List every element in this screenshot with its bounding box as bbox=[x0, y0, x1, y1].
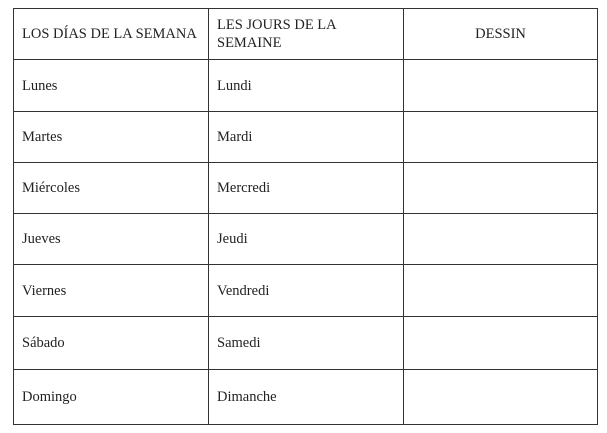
spanish-day-cell: Miércoles bbox=[14, 163, 209, 214]
table-row bbox=[14, 163, 598, 214]
drawing-cell[interactable] bbox=[404, 317, 598, 370]
table-row bbox=[14, 214, 598, 265]
header-row bbox=[14, 9, 598, 60]
table-row bbox=[14, 112, 598, 163]
drawing-cell[interactable] bbox=[404, 214, 598, 265]
spanish-day-cell: Martes bbox=[14, 112, 209, 163]
drawing-cell[interactable] bbox=[404, 370, 598, 425]
table-row bbox=[14, 317, 598, 370]
spanish-day-cell: Viernes bbox=[14, 265, 209, 317]
header-spanish: LOS DÍAS DE LA SEMANA bbox=[14, 9, 209, 60]
table-row bbox=[14, 370, 598, 425]
spanish-day-cell: Domingo bbox=[14, 370, 209, 425]
table-row bbox=[14, 265, 598, 317]
table-row bbox=[14, 60, 598, 112]
drawing-cell[interactable] bbox=[404, 265, 598, 317]
french-day-cell: Lundi bbox=[209, 60, 404, 112]
header-french: LES JOURS DE LA SEMAINE bbox=[209, 9, 404, 60]
french-day-cell: Mardi bbox=[209, 112, 404, 163]
days-of-week-table bbox=[13, 8, 598, 425]
french-day-cell: Dimanche bbox=[209, 370, 404, 425]
drawing-cell[interactable] bbox=[404, 163, 598, 214]
drawing-cell[interactable] bbox=[404, 112, 598, 163]
french-day-cell: Vendredi bbox=[209, 265, 404, 317]
spanish-day-cell: Lunes bbox=[14, 60, 209, 112]
drawing-cell[interactable] bbox=[404, 60, 598, 112]
french-day-cell: Mercredi bbox=[209, 163, 404, 214]
spanish-day-cell: Jueves bbox=[14, 214, 209, 265]
french-day-cell: Jeudi bbox=[209, 214, 404, 265]
header-drawing: DESSIN bbox=[404, 9, 598, 60]
spanish-day-cell: Sábado bbox=[14, 317, 209, 370]
french-day-cell: Samedi bbox=[209, 317, 404, 370]
